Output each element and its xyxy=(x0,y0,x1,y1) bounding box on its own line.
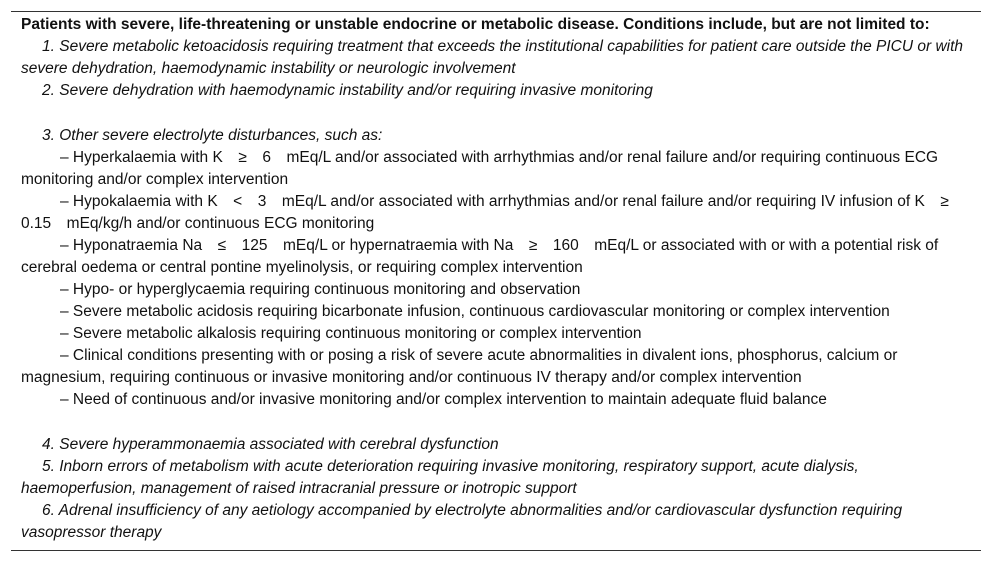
spacer xyxy=(11,411,981,434)
criterion-3: 3. Other severe electrolyte disturbances, such as: xyxy=(42,127,383,144)
criterion-2: 2. Severe dehydration with haemodynamic instability and/or requiring invasive monitoring xyxy=(42,82,653,99)
spacer xyxy=(11,102,981,125)
subcriterion-hyperkalaemia: – Hyperkalaemia with K ≥ 6 mEq/L and/or associated with arrhythmias and/or renal failure and/or requiring continuous ECG monitoring and/or complex intervention xyxy=(21,149,939,188)
criterion-1: 1. Severe metabolic ketoacidosis requiring treatment that exceeds the institutional capabilities for patient care outside the PICU or with severe dehydration, haemodynamic instability or neurologic involvement xyxy=(21,38,964,77)
subcriterion-acidosis: – Severe metabolic acidosis requiring bicarbonate infusion, continuous cardiovascular monitoring or complex intervention xyxy=(60,303,890,320)
criterion-4: 4. Severe hyperammonaemia associated with cerebral dysfunction xyxy=(42,436,499,453)
subcriterion-sodium: – Hyponatraemia Na ≤ 125 mEq/L or hypernatraemia with Na ≥ 160 mEq/L or associated with or with a potential risk of cerebral oedema or central pontine myelinolysis, or requiring complex intervention xyxy=(21,237,939,276)
subcriterion-fluid-balance: – Need of continuous and/or invasive monitoring and/or complex intervention to maintain adequate fluid balance xyxy=(60,391,827,408)
criterion-6: 6. Adrenal insufficiency of any aetiology accompanied by electrolyte abnormalities and/or cardiovascular dysfunction requiring vasopressor therapy xyxy=(21,502,903,541)
criteria-table xyxy=(11,11,981,551)
subcriterion-alkalosis: – Severe metabolic alkalosis requiring continuous monitoring or complex intervention xyxy=(60,325,642,342)
subcriterion-glycaemia: – Hypo- or hyperglycaemia requiring continuous monitoring and observation xyxy=(60,281,581,298)
subcriterion-hypokalaemia: – Hypokalaemia with K < 3 mEq/L and/or associated with arrhythmias and/or renal failure and/or requiring IV infusion of K ≥ 0.15 mEq/kg/h and/or continuous ECG monitoring xyxy=(21,193,965,232)
criterion-5: 5. Inborn errors of metabolism with acute deterioration requiring invasive monitoring, respiratory support, acute dialysis, haemoperfusion, management of raised intracranial pressure or inotropic support xyxy=(21,458,859,497)
table-header: Patients with severe, life-threatening or unstable endocrine or metabolic disease. Conditions include, but are not limited to: xyxy=(21,16,930,33)
subcriterion-divalent-ions: – Clinical conditions presenting with or posing a risk of severe acute abnormalities in divalent ions, phosphorus, calcium or magnesium, requiring continuous or invasive monitoring and/or continuous IV therapy and/or complex intervention xyxy=(21,347,898,386)
